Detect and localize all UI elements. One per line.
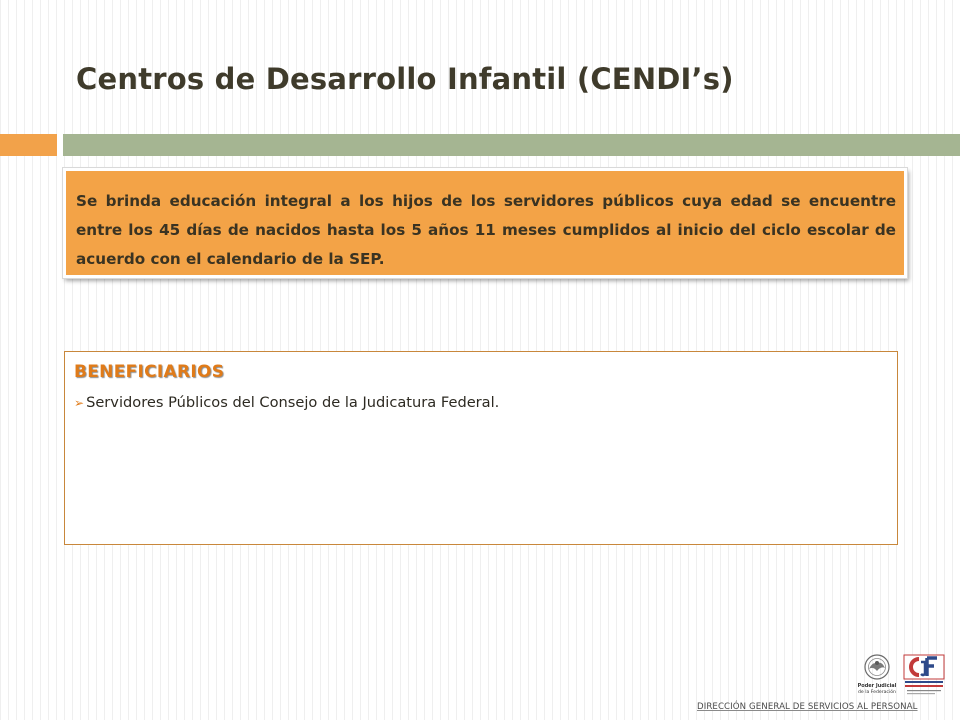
intro-callout-box — [63, 168, 907, 278]
cjf-logo — [903, 654, 945, 698]
footer-department-text: DIRECCIÓN GENERAL DE SERVICIOS AL PERSONAL — [697, 702, 918, 712]
poder-judicial-caption-2: de la Federación — [858, 690, 896, 695]
list-item-text: Servidores Públicos del Consejo de la Judicatura Federal. — [86, 394, 500, 411]
poder-judicial-seal-logo — [855, 652, 899, 698]
list-item — [74, 394, 887, 411]
title-rule-orange — [0, 134, 57, 156]
beneficiaries-heading: BENEFICIARIOS — [74, 362, 225, 382]
footer-logos — [855, 652, 945, 698]
poder-judicial-caption-1: Poder Judicial — [857, 683, 897, 689]
intro-text: Se brinda educación integral a los hijos de los servidores públicos cuya edad se encuentre entre los 45 días de nacidos hasta los 5 años 11 meses cumplidos al inicio del ciclo escolar de acuerdo con el calendario de la SEP. — [76, 192, 896, 268]
arrow-bullet-icon: ➢ — [74, 395, 85, 410]
slide-title: Centros de Desarrollo Infantil (CENDI’s) — [76, 62, 734, 96]
beneficiaries-list — [74, 394, 887, 411]
title-rule-green — [63, 134, 960, 156]
beneficiaries-box — [64, 351, 898, 545]
